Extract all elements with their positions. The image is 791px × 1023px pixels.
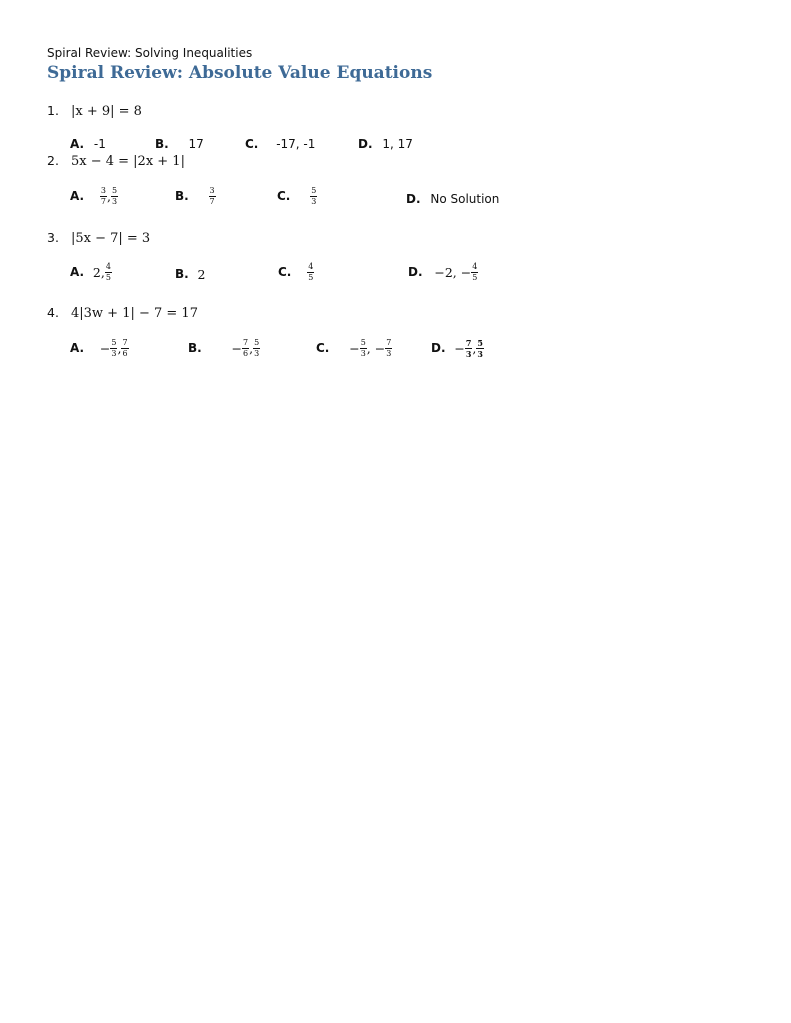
option-label: B.	[155, 137, 169, 151]
q1-option-b[interactable]	[155, 137, 204, 151]
option-label: B.	[175, 267, 189, 281]
option-label: B.	[175, 189, 189, 203]
question-equation: |x + 9| = 8	[70, 104, 142, 119]
option-label: D.	[406, 192, 421, 206]
question-number: 3.	[47, 230, 59, 245]
q1-option-a[interactable]	[70, 137, 106, 151]
option-label: A.	[70, 341, 85, 355]
question-equation: |5x − 7| = 3	[70, 231, 151, 246]
option-label: A.	[70, 137, 85, 151]
fraction: $\frac{5}{3}$	[311, 186, 317, 206]
q4-option-a[interactable]: A. − $\frac{5}{3}$ , $\frac{7}{6}$	[70, 338, 128, 358]
fraction: $\frac{4}{5}$	[472, 262, 478, 282]
q2-option-d[interactable]	[406, 192, 499, 206]
q1-option-d[interactable]	[358, 137, 413, 151]
question-1	[47, 103, 142, 119]
option-text: No Solution	[430, 192, 500, 206]
option-text: -1	[93, 137, 106, 151]
fraction: $\frac{4}{5}$	[308, 262, 314, 282]
option-label: C.	[245, 137, 259, 151]
option-text: 17	[188, 137, 204, 151]
option-label: A.	[70, 189, 85, 203]
q1-option-c[interactable]	[245, 137, 315, 151]
question-3	[47, 230, 150, 246]
q4-option-d[interactable]: D. − $\frac{7}{3}$ , $\frac{5}{3}$	[431, 338, 483, 359]
fraction: $\frac{5}{3}$	[111, 186, 118, 206]
fraction: $\frac{3}{7}$	[100, 186, 106, 206]
page-title: Spiral Review: Absolute Value Equations	[47, 63, 433, 83]
option-label: C.	[278, 265, 292, 279]
q4-option-b[interactable]: B. − $\frac{7}{6}$ , $\frac{5}{3}$	[188, 338, 260, 358]
fraction: $\frac{4}{5}$	[105, 262, 111, 282]
option-text: 1, 17	[382, 137, 413, 151]
q2-option-c[interactable]	[277, 187, 317, 206]
fraction: $\frac{5}{3}$	[111, 338, 117, 358]
option-label: D.	[358, 137, 373, 151]
fraction: $\frac{5}{3}$	[477, 338, 483, 359]
option-label: A.	[70, 265, 85, 279]
q2-option-a[interactable]: A. $\frac{3}{7}$ , $\frac{5}{3}$	[70, 186, 118, 206]
option-text: -17, -1	[276, 137, 316, 151]
fraction: $\frac{7}{3}$	[386, 338, 392, 358]
option-label: C.	[316, 341, 330, 355]
q2-option-b[interactable]	[175, 187, 216, 206]
header-note: Spiral Review: Solving Inequalities	[47, 46, 253, 60]
question-number: 1.	[47, 103, 59, 118]
fraction: $\frac{5}{3}$	[360, 338, 366, 358]
option-label: D.	[408, 265, 423, 279]
question-2	[47, 153, 185, 169]
question-equation: 4|3w + 1| − 7 = 17	[70, 306, 198, 321]
option-label: D.	[431, 341, 446, 355]
fraction: $\frac{5}{3}$	[254, 338, 260, 358]
q3-option-c[interactable]	[278, 263, 314, 282]
option-label: B.	[188, 341, 202, 355]
fraction: $\frac{3}{7}$	[209, 186, 215, 206]
question-number: 2.	[47, 153, 59, 168]
q3-option-a[interactable]: A. 2, $\frac{4}{5}$	[70, 262, 111, 282]
fraction: $\frac{7}{3}$	[465, 338, 472, 359]
question-equation: 5x − 4 = |2x + 1|	[70, 154, 185, 169]
fraction: $\frac{7}{6}$	[122, 338, 128, 358]
q3-option-d[interactable]: D. −2, − $\frac{4}{5}$	[408, 262, 478, 282]
fraction: $\frac{7}{6}$	[243, 338, 249, 358]
q4-option-c[interactable]: C. − $\frac{5}{3}$ , − $\frac{7}{3}$	[316, 338, 392, 358]
question-number: 4.	[47, 305, 59, 320]
q3-option-b[interactable]: B. 2	[175, 267, 206, 282]
option-label: C.	[277, 189, 291, 203]
question-4	[47, 305, 198, 321]
